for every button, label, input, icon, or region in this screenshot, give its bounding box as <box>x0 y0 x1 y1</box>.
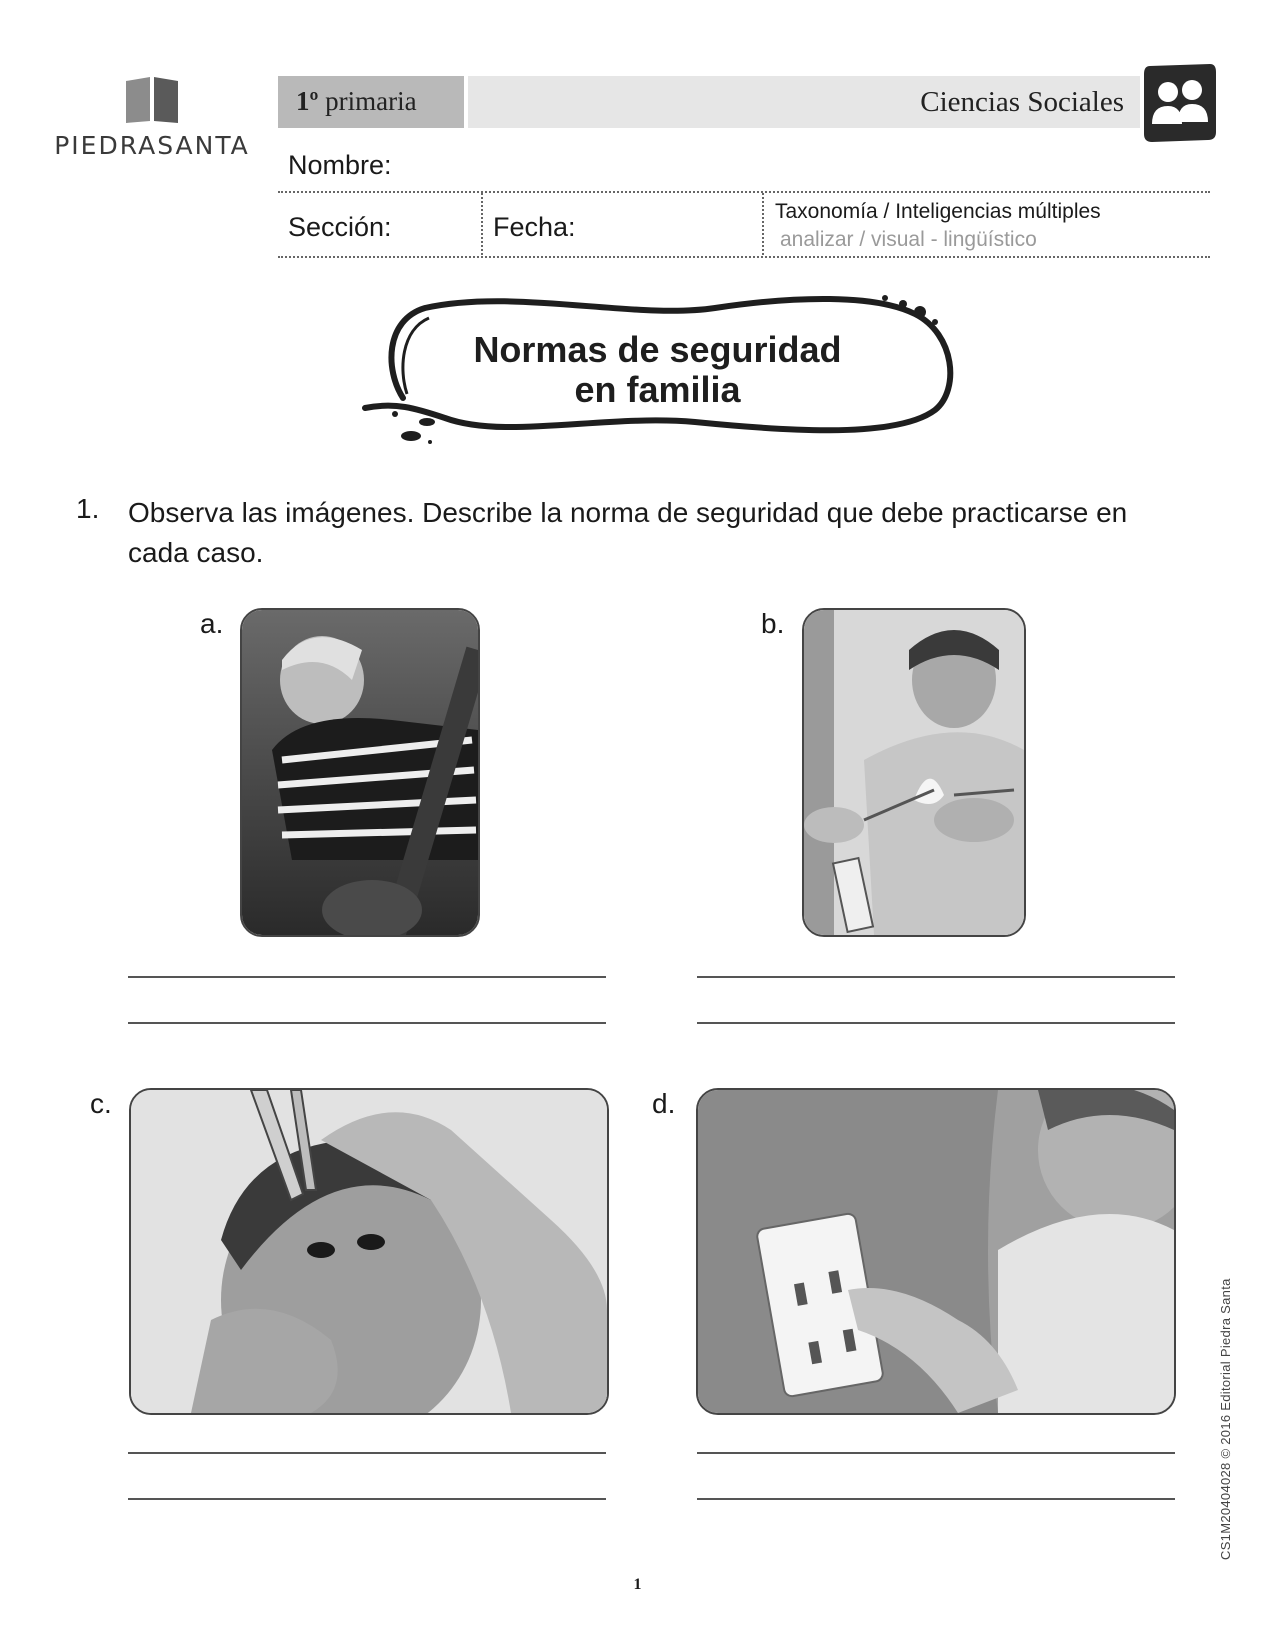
book-icon <box>124 75 180 125</box>
item-a-label: a. <box>200 608 224 639</box>
publisher-logo <box>52 75 252 165</box>
answer-line[interactable] <box>128 976 606 978</box>
divider <box>481 193 483 255</box>
question-text: Observa las imágenes. Describe la norma de seguridad que debe practicarse en cada caso. <box>128 497 1128 568</box>
answer-line[interactable] <box>697 1498 1175 1500</box>
item-b-label: b. <box>761 608 785 639</box>
copyright-text: CS1M20404028 © 2016 Editorial Piedra Santa <box>1218 1278 1233 1560</box>
answer-line[interactable] <box>697 1022 1175 1024</box>
answer-line[interactable] <box>697 1452 1175 1454</box>
title-line-1: Normas de seguridad <box>473 329 842 370</box>
grade-text: primaria <box>325 86 417 116</box>
title-line-2: en familia <box>574 369 741 410</box>
question-number: 1. <box>76 493 100 524</box>
grade-badge <box>278 76 464 128</box>
answer-line[interactable] <box>128 1022 606 1024</box>
answer-line[interactable] <box>697 976 1175 978</box>
people-group-icon <box>1142 62 1218 144</box>
boy-buckling-seatbelt-photo <box>240 608 480 937</box>
boy-lighting-matches-photo <box>802 608 1026 937</box>
page-number: 1 <box>633 1576 642 1593</box>
subject-title: Ciencias Sociales <box>920 86 1124 118</box>
item-c-label: c. <box>90 1088 112 1119</box>
answer-line[interactable] <box>128 1498 606 1500</box>
child-with-scissors-near-face-photo <box>129 1088 609 1415</box>
taxonomy-values: analizar / visual - lingüístico <box>780 228 1037 251</box>
divider <box>278 256 1210 258</box>
section-label: Sección: <box>288 212 392 242</box>
copyright-note <box>1218 1270 1238 1570</box>
grade-number: 1º <box>296 86 319 116</box>
publisher-name: PIEDRASANTA <box>54 131 250 160</box>
name-label: Nombre: <box>288 150 392 180</box>
baby-touching-electrical-outlet-photo <box>696 1088 1176 1415</box>
divider <box>762 193 764 255</box>
taxonomy-title: Taxonomía / Inteligencias múltiples <box>775 200 1101 223</box>
divider <box>278 191 1210 193</box>
worksheet-title <box>355 290 960 460</box>
answer-line[interactable] <box>128 1452 606 1454</box>
subject-bar <box>468 76 1140 128</box>
item-d-label: d. <box>652 1088 676 1119</box>
date-label: Fecha: <box>493 212 576 242</box>
